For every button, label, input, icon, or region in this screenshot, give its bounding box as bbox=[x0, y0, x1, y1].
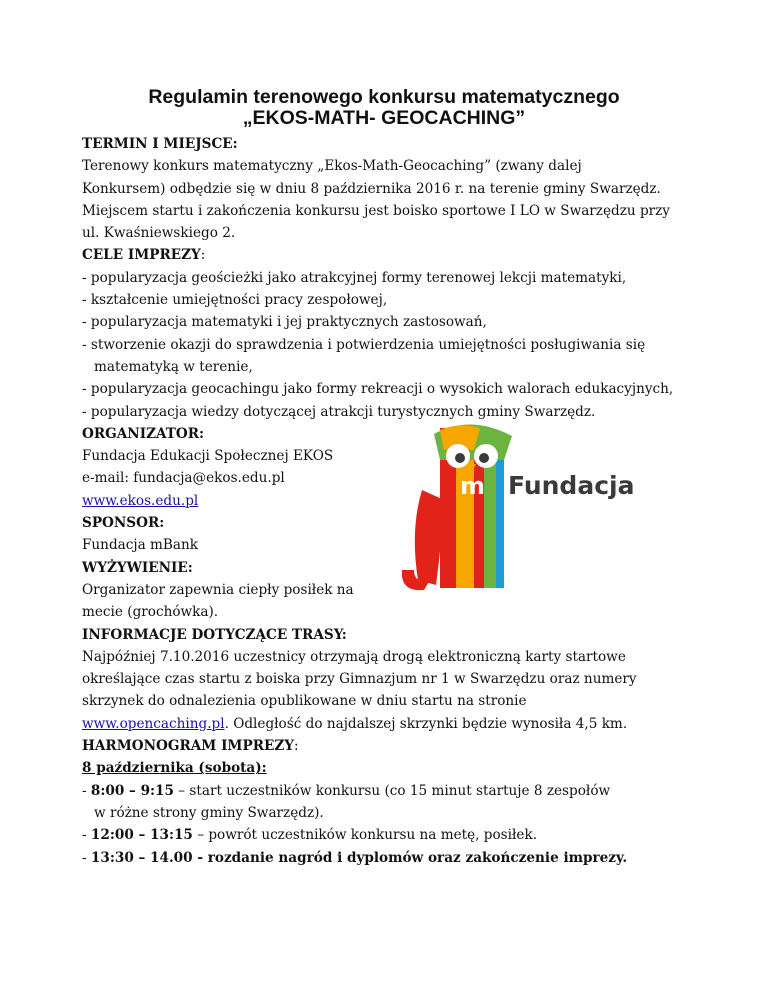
schedule-time: 8:00 – 9:15 bbox=[90, 782, 174, 799]
owl-left-wing bbox=[415, 490, 444, 585]
termin-line: Konkursem) odbędzie się w dniu 8 października 2016 r. na terenie gminy Swarzędz. bbox=[82, 180, 661, 197]
trasa-distance-text: . Odległość do najdalszej skrzynki będzie wynosiła 4,5 km. bbox=[224, 715, 628, 732]
logo-wordmark: Fundacja bbox=[508, 471, 635, 500]
cele-item: - popularyzacja geocachingu jako formy rekreacji o wysokich walorach edukacyjnych, bbox=[82, 381, 674, 398]
section-heading-harmonogram bbox=[82, 735, 702, 757]
schedule-item bbox=[82, 847, 702, 869]
cele-item: - kształcenie umiejętności pracy zespołowej, bbox=[82, 292, 388, 309]
wyzywienie-line: Organizator zapewnia ciepły posiłek na bbox=[82, 581, 354, 598]
schedule-text: – start uczestników konkursu (co 15 minut startuje 8 zespołów bbox=[173, 782, 611, 799]
trasa-line: określające czas startu z boiska przy Gimnazjum nr 1 w Swarzędzu oraz numery bbox=[82, 671, 637, 688]
cele-item-continuation: matematyką w terenie, bbox=[94, 358, 253, 375]
organizator-website-link[interactable]: www.ekos.edu.pl bbox=[82, 492, 199, 509]
owl-m-mark: m bbox=[460, 472, 486, 500]
cele-item: - popularyzacja matematyki i jej praktycznych zastosowań, bbox=[82, 314, 487, 331]
termin-line: Terenowy konkurs matematyczny „Ekos-Math-Geocaching” (zwany dalej bbox=[82, 158, 582, 175]
schedule-dash: - bbox=[82, 827, 91, 844]
cele-item: - popularyzacja geościeżki jako atrakcyjnej formy terenowej lekcji matematyki, bbox=[82, 269, 627, 286]
trasa-line-with-link bbox=[82, 713, 702, 735]
trasa-line: skrzynek do odnalezienia opublikowane w dniu startu na stronie bbox=[82, 693, 527, 710]
wyzywienie-line: mecie (grochówka). bbox=[82, 604, 219, 621]
schedule-dash: - bbox=[82, 849, 91, 866]
section-heading-organizator: ORGANIZATOR: bbox=[82, 425, 205, 442]
section-heading-sponsor: SPONSOR: bbox=[82, 515, 165, 532]
schedule-item-continuation: w różne strony gminy Swarzędz). bbox=[94, 804, 324, 821]
section-heading-termin: TERMIN I MIEJSCE: bbox=[82, 136, 238, 152]
owl-pupil-left bbox=[455, 453, 465, 463]
harmonogram-heading-colon: : bbox=[294, 738, 299, 755]
schedule-item bbox=[82, 824, 702, 846]
cele-heading-colon: : bbox=[200, 247, 206, 264]
cele-item: - popularyzacja wiedzy dotyczącej atrakcji turystycznych gminy Swarzędz. bbox=[82, 403, 596, 420]
cele-item: - stworzenie okazji do sprawdzenia i potwierdzenia umiejętności posługiwania się bbox=[82, 336, 646, 353]
section-heading-cele bbox=[82, 244, 702, 266]
schedule-time: 13:30 – 14.00 - rozdanie nagród i dyplomów oraz zakończenie imprezy. bbox=[90, 849, 628, 866]
organizator-name: Fundacja Edukacji Społecznej EKOS bbox=[82, 448, 334, 465]
owl-stripe-blue bbox=[496, 450, 504, 588]
harmonogram-heading-text: HARMONOGRAM IMPREZY bbox=[82, 738, 294, 755]
opencaching-link[interactable]: www.opencaching.pl bbox=[82, 715, 225, 732]
termin-line: ul. Kwaśniewskiego 2. bbox=[82, 225, 236, 242]
schedule-time: 12:00 – 13:15 bbox=[90, 827, 193, 844]
title-line-2: „EKOS-MATH- GEOCACHING” bbox=[242, 107, 526, 129]
schedule-item bbox=[82, 780, 702, 802]
mfundacja-owl-logo bbox=[400, 420, 650, 592]
harmonogram-date: 8 października (sobota): bbox=[82, 760, 267, 777]
organizator-email: e-mail: fundacja@ekos.edu.pl bbox=[82, 470, 285, 487]
cele-heading-text: CELE IMPREZY bbox=[82, 247, 201, 264]
title-line-1: Regulamin terenowego konkursu matematycznego bbox=[148, 86, 620, 108]
schedule-text: – powrót uczestników konkursu na metę, posiłek. bbox=[192, 827, 538, 844]
owl-pupil-right bbox=[479, 453, 489, 463]
schedule-dash: - bbox=[82, 782, 91, 799]
sponsor-name: Fundacja mBank bbox=[82, 537, 198, 554]
trasa-line: Najpóźniej 7.10.2016 uczestnicy otrzymają drogą elektroniczną karty startowe bbox=[82, 648, 626, 665]
section-heading-trasa: INFORMACJE DOTYCZĄCE TRASY: bbox=[82, 626, 347, 643]
section-heading-wyzywienie: WYŻYWIENIE: bbox=[82, 559, 193, 576]
termin-line: Miejscem startu i zakończenia konkursu jest boisko sportowe I LO w Swarzędzu przy bbox=[82, 202, 670, 219]
